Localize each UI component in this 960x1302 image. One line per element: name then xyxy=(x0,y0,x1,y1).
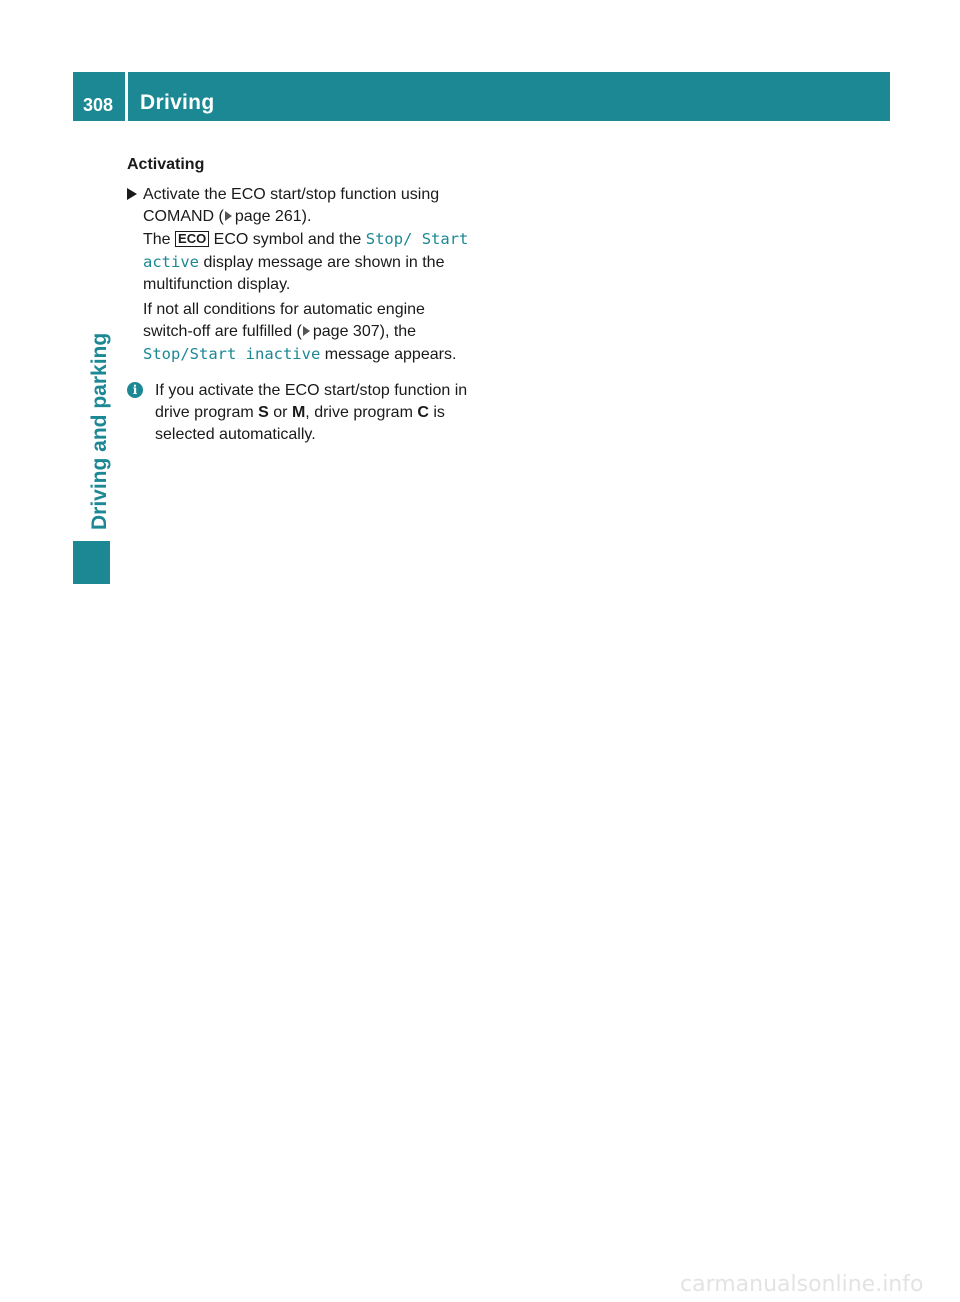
step-arrow-icon xyxy=(127,188,137,200)
page-ref-link[interactable]: page 261). xyxy=(234,208,312,225)
page-number: 308 xyxy=(83,95,114,115)
step-text: Activate the ECO start/stop function using COMAND ( xyxy=(143,186,440,225)
note-text-part2: , drive program xyxy=(305,404,413,421)
page-ref-link[interactable]: page 307), the xyxy=(312,323,417,340)
info-icon: i xyxy=(127,382,143,398)
drive-program-s: S xyxy=(258,404,269,421)
page-ref-arrow-icon xyxy=(303,326,310,336)
step-text-eco: ECO symbol and the xyxy=(213,231,362,248)
step-text-tail: display message are shown in the multifunction display. xyxy=(143,254,445,293)
side-tab-label: Driving and parking xyxy=(88,332,111,530)
section-heading: Activating xyxy=(127,156,205,173)
note-text-or: or xyxy=(273,404,288,421)
page-ref-arrow-icon xyxy=(225,211,232,221)
note-text-part1: If you activate the ECO start/stop function in drive program xyxy=(155,382,468,421)
side-tab-marker xyxy=(73,541,110,584)
note-text-part3: is selected automatically. xyxy=(155,404,445,443)
condition-text: If not all conditions for automatic engine switch-off are fulfilled ( xyxy=(143,301,425,340)
header-divider xyxy=(125,72,128,121)
note-text xyxy=(143,380,472,446)
display-message-start-active: Stop/ Start active xyxy=(143,230,469,271)
drive-program-c: C xyxy=(417,404,429,421)
condition-text-tail: message appears. xyxy=(324,346,457,363)
step-text-line2: The xyxy=(143,231,171,248)
content-column xyxy=(127,154,472,446)
instruction-step xyxy=(127,184,472,296)
condition-paragraph xyxy=(127,299,472,366)
watermark: carmanualsonline.info xyxy=(680,1272,924,1297)
display-message-inactive: Stop/Start inactive xyxy=(143,345,321,363)
info-note xyxy=(127,380,472,446)
eco-symbol-icon: ECO xyxy=(175,231,209,247)
drive-program-m: M xyxy=(291,404,306,421)
chapter-title: Driving xyxy=(140,91,215,114)
